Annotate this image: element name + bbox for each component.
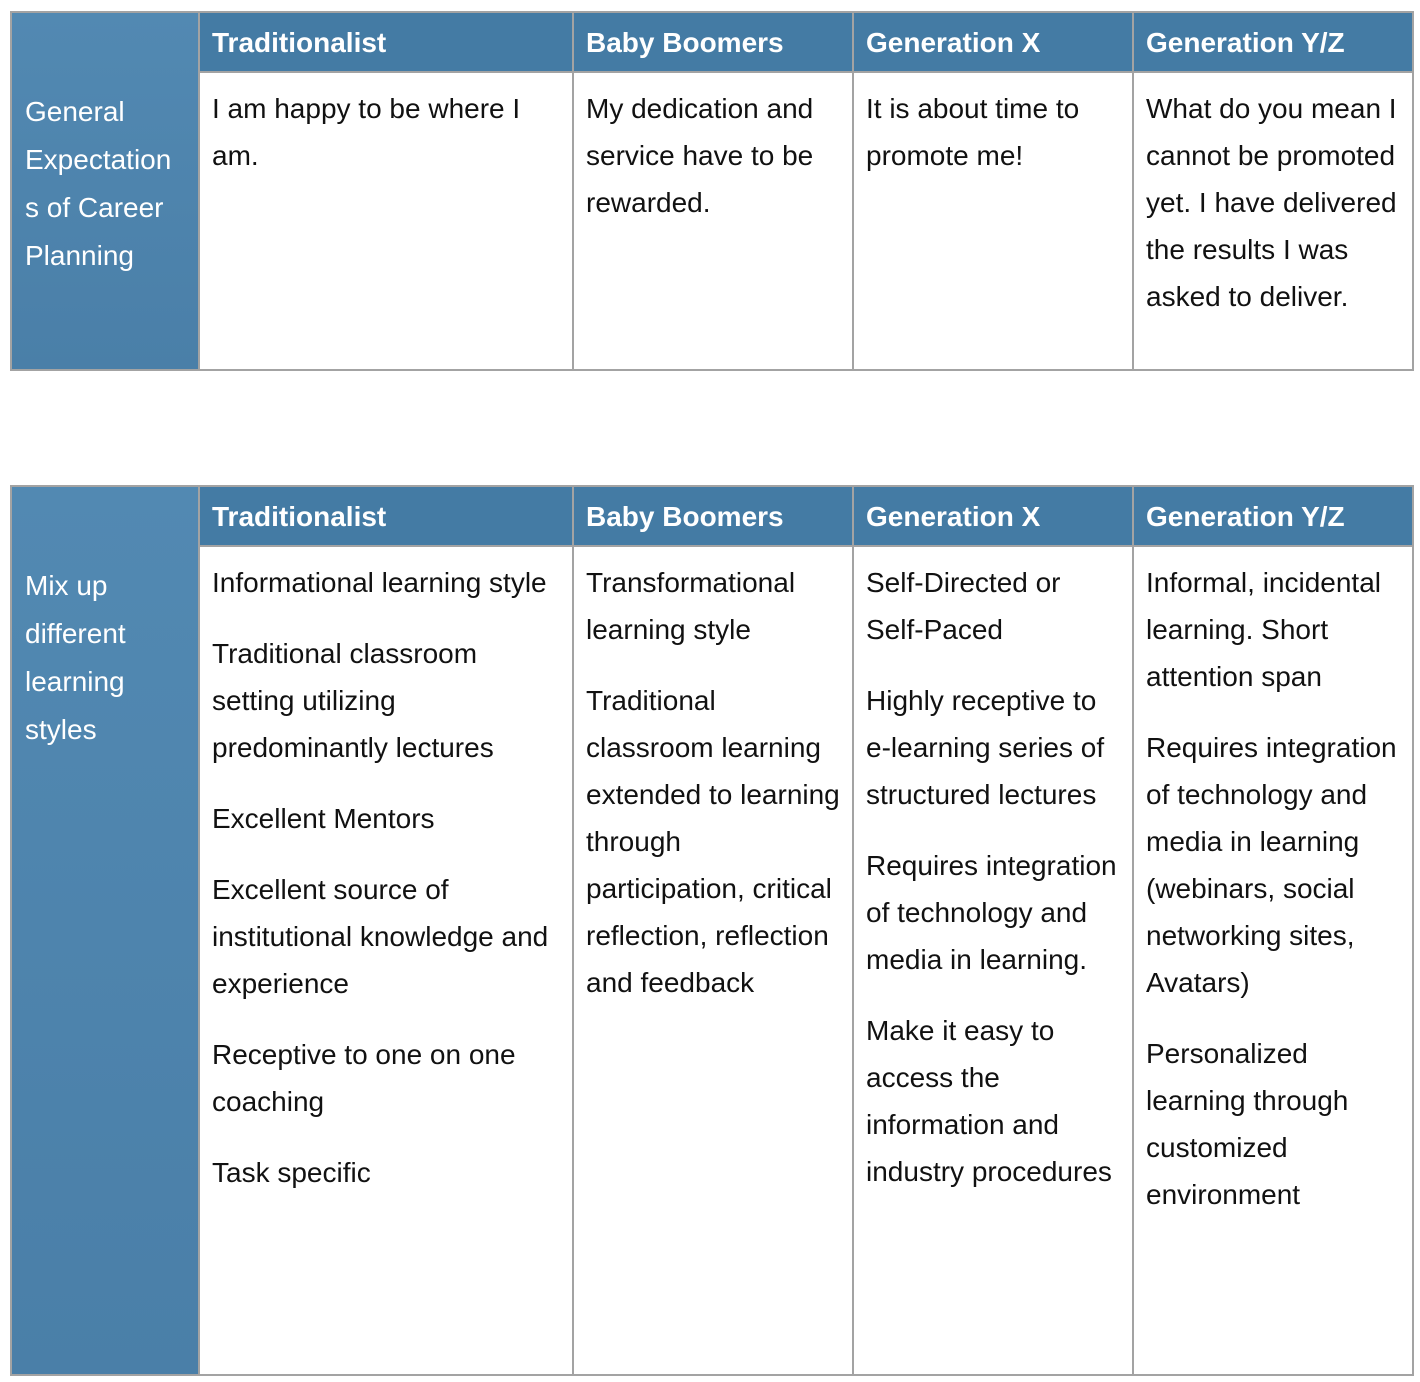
column-header: Baby Boomers [574, 487, 852, 547]
column-generation-x [852, 487, 1132, 1374]
cell-paragraph: Excellent source of institutional knowledge and experience [212, 874, 549, 999]
table-cell [1134, 547, 1412, 1374]
column-header: Generation X [854, 487, 1132, 547]
cell-paragraph: I am happy to be where I am. [212, 93, 521, 171]
table-cell [574, 547, 852, 1374]
column-header: Generation X [854, 13, 1132, 73]
row-header-cell [12, 13, 200, 369]
cell-paragraph: Personalized learning through customized environment [1146, 1038, 1349, 1210]
cell-paragraph: Informational learning style [212, 567, 547, 598]
column-baby-boomers [572, 487, 852, 1374]
table-cell [1134, 73, 1412, 369]
column-traditionalist [200, 13, 572, 369]
cell-paragraph: Make it easy to access the information and industry procedures [866, 1015, 1112, 1187]
column-baby-boomers [572, 13, 852, 369]
cell-paragraph: Requires integration of technology and media in learning. [866, 850, 1117, 975]
table-cell [200, 547, 572, 1374]
column-header: Generation Y/Z [1134, 487, 1412, 547]
column-header: Traditionalist [200, 13, 572, 73]
column-generation-yz [1132, 13, 1412, 369]
cell-paragraph: Highly receptive to e-learning series of structured lectures [866, 685, 1105, 810]
table-cell [574, 73, 852, 369]
cell-paragraph: Traditional classroom setting utilizing predominantly lectures [212, 638, 494, 763]
row-label: General Expectation s of Career Planning [25, 96, 172, 271]
column-header: Baby Boomers [574, 13, 852, 73]
column-header: Generation Y/Z [1134, 13, 1412, 73]
cell-paragraph: Self-Directed or Self-Paced [866, 567, 1061, 645]
column-header: Traditionalist [200, 487, 572, 547]
column-traditionalist [200, 487, 572, 1374]
table-cell [854, 547, 1132, 1374]
row-label: Mix up different learning styles [25, 570, 126, 745]
cell-paragraph: It is about time to promote me! [866, 93, 1080, 171]
cell-paragraph: What do you mean I cannot be promoted yet. I have delivered the results I was asked to deliver. [1146, 93, 1397, 312]
cell-paragraph: Requires integration of technology and media in learning (webinars, social networking sites, Avatars) [1146, 732, 1397, 998]
cell-paragraph: Receptive to one on one coaching [212, 1039, 516, 1117]
table-cell [200, 73, 572, 369]
cell-paragraph: Excellent Mentors [212, 803, 435, 834]
cell-paragraph: My dedication and service have to be rewarded. [586, 93, 814, 218]
cell-paragraph: Transformational learning style [586, 567, 796, 645]
column-generation-x [852, 13, 1132, 369]
cell-paragraph: Informal, incidental learning. Short attention span [1146, 567, 1382, 692]
row-header-cell [12, 487, 200, 1374]
learning-styles-table [10, 485, 1414, 1376]
career-planning-table [10, 11, 1414, 371]
cell-paragraph: Traditional classroom learning extended to learning through participation, critical reflection, reflection and feedback [586, 685, 840, 998]
table-cell [854, 73, 1132, 369]
cell-paragraph: Task specific [212, 1157, 371, 1188]
column-generation-yz [1132, 487, 1412, 1374]
